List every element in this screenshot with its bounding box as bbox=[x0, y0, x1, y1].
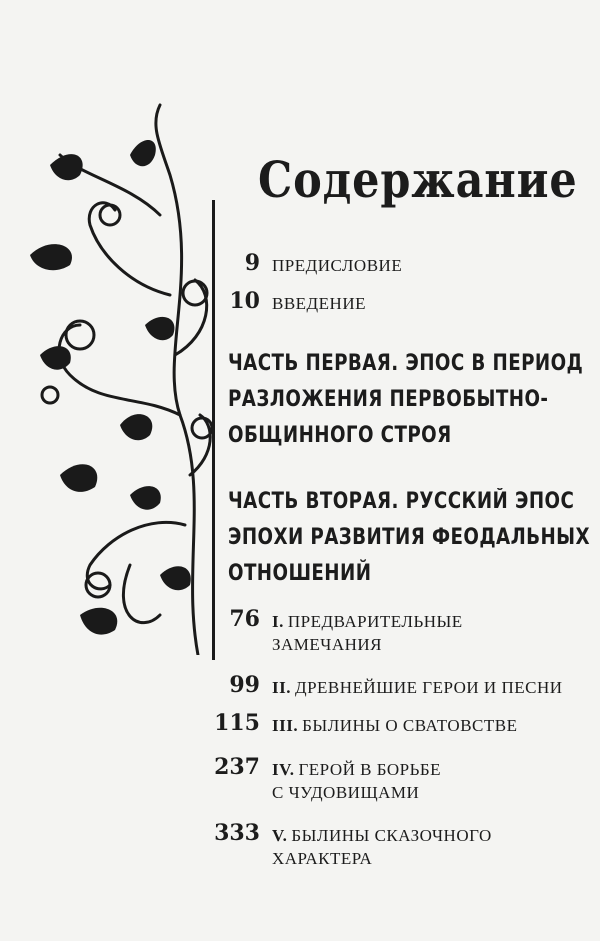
chapter-line: ГЕРОЙ В БОРЬБЕ bbox=[298, 760, 442, 779]
page-number: 237 bbox=[214, 754, 260, 780]
page-number: 10 bbox=[229, 288, 260, 314]
part-heading-line: ОТНОШЕНИЙ bbox=[228, 561, 372, 586]
chapter-line: БЫЛИНЫ СКАЗОЧНОГО bbox=[291, 826, 492, 845]
part-two-heading[interactable] bbox=[228, 484, 590, 592]
chapter-title bbox=[272, 758, 441, 804]
entry-label: ПРЕДИСЛОВИЕ bbox=[272, 256, 403, 275]
part-heading-line: ОБЩИННОГО СТРОЯ bbox=[228, 423, 452, 448]
part-heading-line: ЭПОХИ РАЗВИТИЯ ФЕОДАЛЬНЫХ bbox=[228, 525, 591, 550]
chapter-line: ПРЕДВАРИТЕЛЬНЫЕ bbox=[287, 612, 463, 631]
chapter-numeral: III. bbox=[272, 716, 299, 735]
chapter-title bbox=[272, 824, 492, 870]
part-heading-line: ЧАСТЬ ПЕРВАЯ. ЭПОС В ПЕРИОД bbox=[228, 351, 584, 376]
part-heading-line: ЧАСТЬ ВТОРАЯ. РУССКИЙ ЭПОС bbox=[228, 489, 575, 514]
part-heading-line: РАЗЛОЖЕНИЯ ПЕРВОБЫТНО- bbox=[228, 387, 549, 412]
page-number: 9 bbox=[244, 250, 260, 276]
chapter-line: ЗАМЕЧАНИЯ bbox=[272, 635, 383, 654]
chapter-line: С ЧУДОВИЩАМИ bbox=[272, 783, 420, 802]
page-title: Содержание bbox=[258, 150, 578, 209]
chapter-line: ХАРАКТЕРА bbox=[272, 849, 373, 868]
chapter-numeral: IV. bbox=[272, 760, 295, 779]
chapter-line: ДРЕВНЕЙШИЕ ГЕРОИ И ПЕСНИ bbox=[294, 678, 563, 697]
chapter-title bbox=[272, 714, 518, 737]
chapter-numeral: II. bbox=[272, 678, 291, 697]
page-number: 333 bbox=[214, 820, 260, 846]
page-number: 115 bbox=[214, 710, 260, 736]
part-one-heading[interactable] bbox=[228, 346, 583, 454]
page-number: 99 bbox=[229, 672, 260, 698]
chapter-numeral: I. bbox=[272, 612, 284, 631]
floral-ornament-icon bbox=[10, 95, 220, 655]
page-number: 76 bbox=[229, 606, 260, 632]
chapter-numeral: V. bbox=[272, 826, 288, 845]
chapter-line: БЫЛИНЫ О СВАТОВСТВЕ bbox=[302, 716, 518, 735]
entry-label: ВВЕДЕНИЕ bbox=[272, 294, 366, 313]
chapter-title bbox=[272, 676, 563, 699]
chapter-title bbox=[272, 610, 463, 656]
